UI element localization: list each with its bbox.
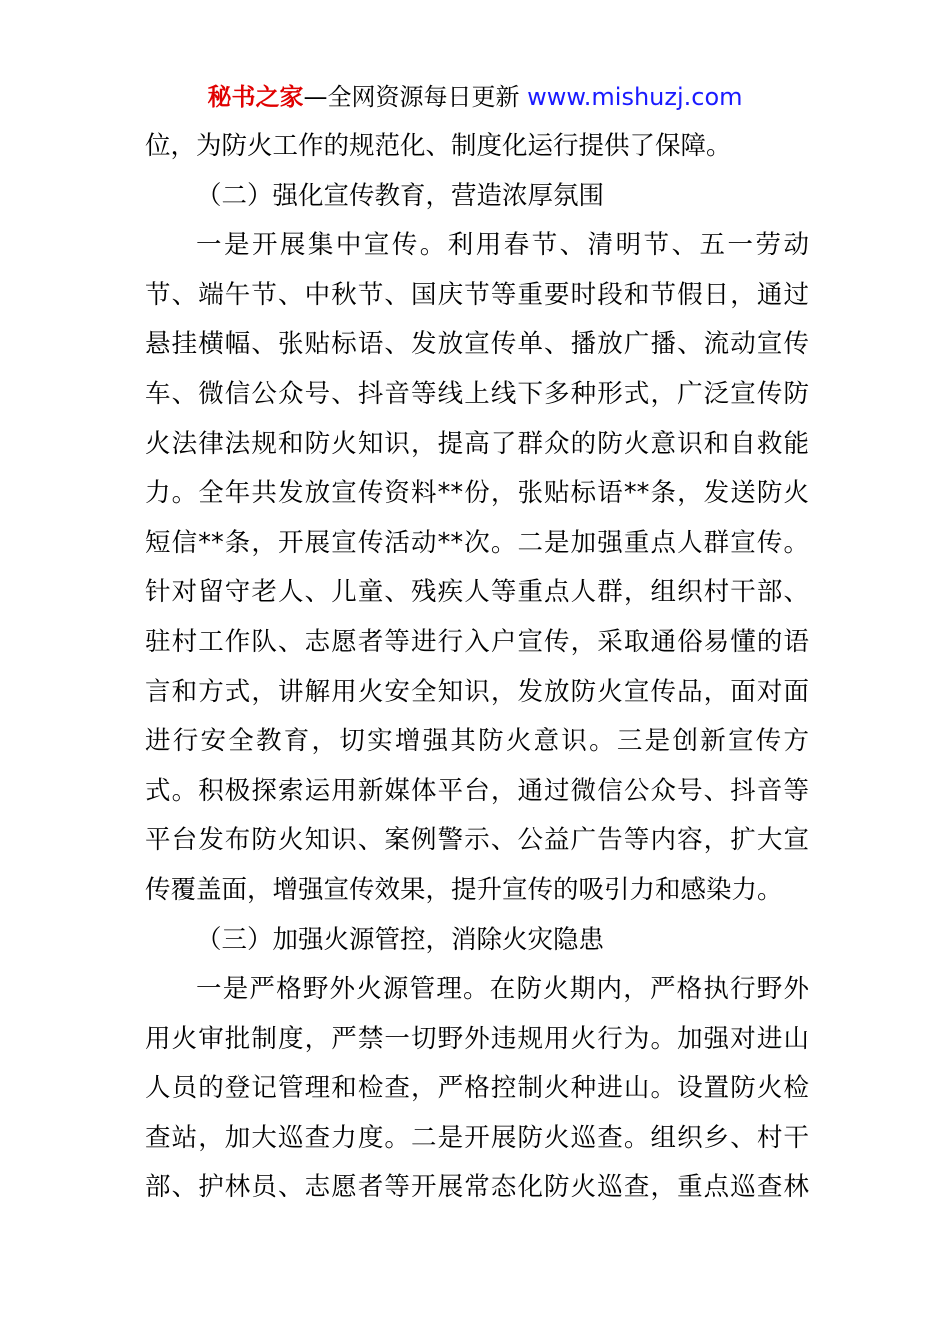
section-heading: （三）加强火源管控，消除火灾隐患 [196,924,605,955]
text-line: 悬挂横幅、张贴标语、发放宣传单、播放广播、流动宣传 [145,329,809,360]
text-line: 言和方式，讲解用火安全知识，发放防火宣传品，面对面 [145,676,809,707]
text-line: 一是开展集中宣传。利用春节、清明节、五一劳动 [196,230,809,261]
site-tagline: —全网资源每日更新 [303,83,520,111]
site-header [0,80,950,114]
text-line: 针对留守老人、儿童、残疾人等重点人群，组织村干部、 [145,577,809,608]
text-line: 一是严格野外火源管理。在防火期内，严格执行野外 [196,974,809,1005]
text-line: 车、微信公众号、抖音等线上线下多种形式，广泛宣传防 [145,378,809,409]
text-line: 驻村工作队、志愿者等进行入户宣传，采取通俗易懂的语 [145,626,809,657]
site-url[interactable]: www.mishuzj.com [527,83,743,111]
text-line: 查站，加大巡查力度。二是开展防火巡查。组织乡、村干 [145,1122,809,1153]
section-heading: （二）强化宣传教育，营造浓厚氛围 [196,180,605,211]
text-line: 平台发布防火知识、案例警示、公益广告等内容，扩大宣 [145,825,809,856]
text-line: 短信**条，开展宣传活动**次。二是加强重点人群宣传。 [145,527,809,558]
text-line: 部、护林员、志愿者等开展常态化防火巡查，重点巡查林 [145,1172,809,1203]
text-line: 力。全年共发放宣传资料**份，张贴标语**条，发送防火 [145,478,809,509]
document-body [145,122,809,1213]
text-line: 用火审批制度，严禁一切野外违规用火行为。加强对进山 [145,1023,809,1054]
text-line: 火法律法规和防火知识，提高了群众的防火意识和自救能 [145,428,809,459]
text-line: 传覆盖面，增强宣传效果，提升宣传的吸引力和感染力。 [145,874,783,905]
site-brand: 秘书之家 [207,83,304,111]
text-line: 式。积极探索运用新媒体平台，通过微信公众号、抖音等 [145,775,809,806]
text-line: 位，为防火工作的规范化、制度化运行提供了保障。 [145,131,732,161]
text-line: 进行安全教育，切实增强其防火意识。三是创新宣传方 [145,726,809,757]
text-line: 人员的登记管理和检查，严格控制火种进山。设置防火检 [145,1073,809,1104]
text-line: 节、端午节、中秋节、国庆节等重要时段和节假日，通过 [145,279,809,310]
